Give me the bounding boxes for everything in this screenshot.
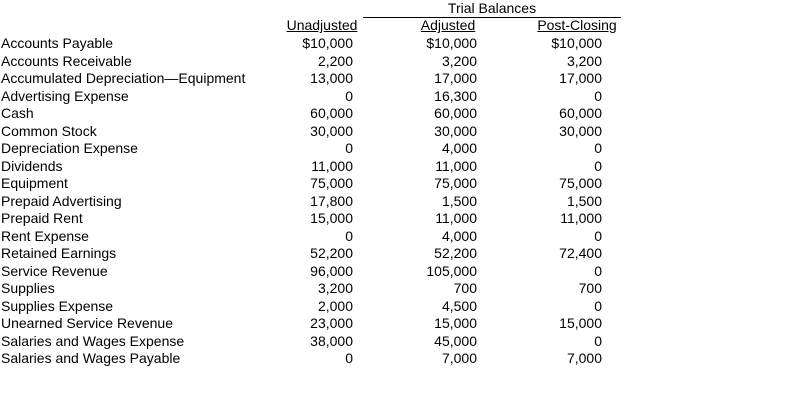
post-closing-value: $10,000	[551, 35, 602, 51]
unadjusted-value: 0	[345, 227, 353, 244]
post-closing-value: 1,500	[566, 192, 602, 209]
table-row	[0, 280, 794, 298]
account-name: Supplies	[1, 280, 55, 296]
table-row	[0, 333, 794, 351]
table-row	[0, 245, 794, 263]
table-row	[0, 263, 794, 281]
unadjusted-value: 17,800	[310, 192, 353, 209]
account-name: Prepaid Advertising	[1, 192, 122, 209]
post-closing-value: 75,000	[559, 175, 602, 191]
table-row	[0, 105, 794, 123]
account-name: Prepaid Rent	[1, 210, 83, 226]
unadjusted-value: 0	[345, 87, 353, 104]
account-name: Depreciation Expense	[1, 140, 138, 156]
post-closing-value: 0	[594, 297, 602, 314]
post-closing-value: 3,200	[566, 52, 602, 69]
unadjusted-value: 30,000	[310, 122, 353, 139]
post-closing-value: 0	[594, 87, 602, 104]
table-row	[0, 35, 794, 53]
table-row	[0, 158, 794, 176]
column-header-adjusted: Adjusted	[420, 17, 476, 33]
unadjusted-value: 52,200	[310, 245, 353, 261]
account-name: Cash	[1, 105, 34, 121]
table-row	[0, 88, 794, 106]
post-closing-value: 700	[578, 280, 602, 296]
table-row	[0, 175, 794, 193]
unadjusted-value: 2,200	[317, 52, 353, 69]
post-closing-value: 17,000	[559, 70, 602, 86]
adjusted-value: 45,000	[434, 332, 477, 349]
adjusted-value: 17,000	[434, 70, 477, 86]
adjusted-value: 15,000	[434, 315, 477, 331]
unadjusted-value: 0	[345, 350, 353, 366]
trial-balances-title: Trial Balances	[363, 0, 621, 18]
adjusted-value: 3,200	[441, 52, 477, 69]
account-name: Salaries and Wages Payable	[1, 350, 181, 366]
account-name: Rent Expense	[1, 227, 89, 244]
unadjusted-value: 15,000	[310, 210, 353, 226]
table-row	[0, 315, 794, 333]
unadjusted-value: 96,000	[310, 262, 353, 279]
unadjusted-value: 2,000	[317, 297, 353, 314]
table-row	[0, 70, 794, 88]
account-name: Dividends	[1, 157, 63, 174]
column-header-post-closing: Post-Closing	[537, 17, 617, 33]
adjusted-value: 7,000	[441, 350, 477, 366]
account-name: Supplies Expense	[1, 297, 114, 314]
column-header-unadjusted: Unadjusted	[286, 17, 358, 33]
adjusted-value: 4,000	[441, 140, 477, 156]
adjusted-value: 30,000	[434, 122, 477, 139]
table-row	[0, 228, 794, 246]
adjusted-value: 11,000	[435, 157, 477, 174]
post-closing-value: 7,000	[566, 350, 602, 366]
adjusted-value: 4,000	[441, 227, 477, 244]
adjusted-value: 52,200	[434, 245, 477, 261]
post-closing-value: 11,000	[560, 210, 602, 226]
adjusted-value: 11,000	[435, 210, 477, 226]
adjusted-value: $10,000	[426, 35, 477, 51]
post-closing-value: 0	[594, 262, 602, 279]
adjusted-value: 60,000	[434, 105, 477, 121]
adjusted-value: 4,500	[441, 297, 477, 314]
account-name: Advertising Expense	[1, 87, 129, 104]
table-row	[0, 193, 794, 211]
unadjusted-value: 11,000	[311, 157, 353, 174]
unadjusted-value: 75,000	[310, 175, 353, 191]
account-name: Accounts Payable	[1, 35, 114, 51]
account-name: Salaries and Wages Expense	[1, 332, 185, 349]
post-closing-value: 60,000	[559, 105, 602, 121]
account-name: Accounts Receivable	[1, 52, 132, 69]
adjusted-value: 700	[453, 280, 477, 296]
account-name: Accumulated Depreciation—Equipment	[1, 70, 246, 86]
adjusted-value: 1,500	[441, 192, 477, 209]
post-closing-value: 15,000	[559, 315, 602, 331]
table-row	[0, 53, 794, 71]
account-name: Common Stock	[1, 122, 97, 139]
post-closing-value: 0	[594, 227, 602, 244]
adjusted-value: 75,000	[434, 175, 477, 191]
unadjusted-value: 3,200	[317, 280, 353, 296]
unadjusted-value: 38,000	[310, 332, 353, 349]
unadjusted-value: 13,000	[310, 70, 353, 86]
unadjusted-value: 23,000	[310, 315, 353, 331]
account-name: Retained Earnings	[1, 245, 117, 261]
account-name: Equipment	[1, 175, 68, 191]
post-closing-value: 0	[594, 157, 602, 174]
table-row	[0, 140, 794, 158]
account-name: Unearned Service Revenue	[1, 315, 173, 331]
adjusted-value: 105,000	[426, 262, 477, 279]
unadjusted-value: 0	[345, 140, 353, 156]
table-row	[0, 210, 794, 228]
post-closing-value: 72,400	[559, 245, 602, 261]
unadjusted-value: 60,000	[310, 105, 353, 121]
table-row	[0, 298, 794, 316]
post-closing-value: 30,000	[559, 122, 602, 139]
account-name: Service Revenue	[1, 262, 108, 279]
post-closing-value: 0	[594, 140, 602, 156]
table-row	[0, 350, 794, 368]
unadjusted-value: $10,000	[302, 35, 353, 51]
post-closing-value: 0	[594, 332, 602, 349]
adjusted-value: 16,300	[434, 87, 477, 104]
table-row	[0, 123, 794, 141]
